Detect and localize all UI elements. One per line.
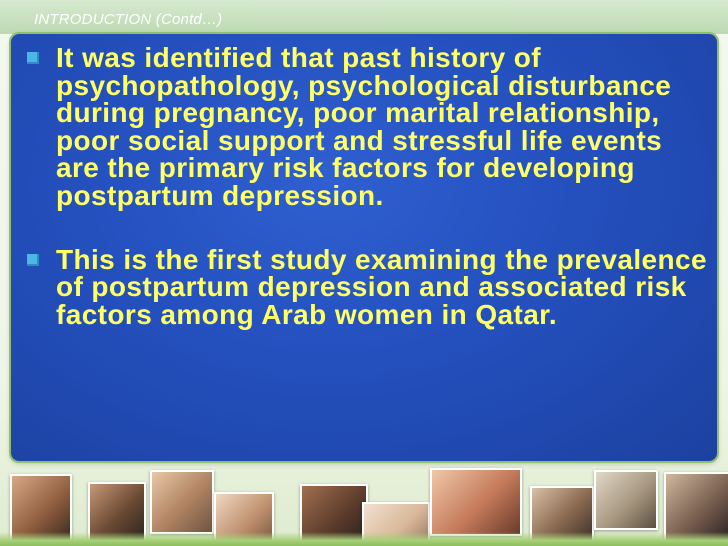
square-bullet-icon <box>27 254 39 266</box>
photo-thumbnail <box>150 470 214 534</box>
photo-thumbnail <box>594 470 658 530</box>
bullet-item <box>11 44 711 210</box>
grass-decoration <box>0 532 728 546</box>
square-bullet-icon <box>27 52 39 64</box>
photo-strip <box>0 466 728 546</box>
bullet-item <box>11 243 711 330</box>
bullet-list <box>11 44 711 364</box>
content-panel <box>11 34 717 461</box>
bullet-text: This is the first study examining the prevalence of postpartum depression and associated risk factors among Arab women in Qatar. <box>56 243 707 330</box>
title-bar <box>0 0 728 34</box>
photo-thumbnail <box>430 468 522 536</box>
slide-title: INTRODUCTION (Contd…) <box>34 11 223 28</box>
bullet-text: It was identified that past history of psychopathology, psychological disturbance during pregnancy, poor marital relationship, poor social support and stressful life events are the primary risk factors for developing postpartum depression. <box>56 42 672 211</box>
